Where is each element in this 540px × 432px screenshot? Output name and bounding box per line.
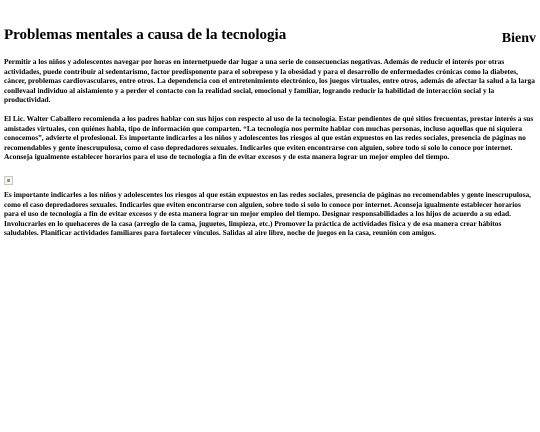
welcome-text: Bienv [501, 31, 536, 46]
article-title: Problemas mentales a causa de la tecnologia [4, 27, 287, 43]
article [0, 27, 540, 238]
broken-image-icon [4, 176, 13, 185]
article-image [4, 172, 536, 182]
article-paragraph-2: El Lic. Walter Caballero recomienda a los padres hablar con sus hijos con respecto al uso de la tecnología. Estar pendientes de qué sitios frecuentas, prestar interés a sus amistades virtuales, con quiénes habla, tipo de información que comparten. “La tecnología nos permite hablar con muchas personas, incluso aquellas que ni siquiera conocemos”, advierte el profesional. Es importante indicarles a los niños y adolescentes los riesgos al que están expuestos en las redes sociales, presencia de páginas no recomendables y gente inescrupulosa, como el caso depredadores sexuales. Indicarles que eviten encontrarse con alguien, sobre todo si solo lo conoce por internet. Aconseja igualmente establecer horarios para el uso de tecnología a fin de evitar excesos y de esta manera lograr un mejor empleo del tiempo. [4, 113, 534, 162]
article-paragraph-3: Es importante indicarles a los niños y adolescentes los riesgos al que están expuestos en las redes sociales, presencia de páginas no recomendables y gente inescrupulosa, como el caso depredadores sexuales. Indicarles que eviten encontrarse con alguien, sobre todo si solo lo conoce por internet. Aconseja igualmente establecer horarios para el uso de tecnología a fin de evitar excesos y de esta manera lograr un mejor empleo del tiempo. Designar responsabilidades a los hijos de acuerdo a su edad. Involucrarles en lo quehaceres de la casa (arreglo de la cama, juguetes, limpieza, etc.) Promover la práctica de actividades física y de esa manera crear hábitos saludables. Planificar actividades familiares para fortalecer vínculos. Salidas al aire libre, noche de juegos en la casa, reunión con amigos. [4, 189, 532, 238]
article-paragraph-1: Permitir a los niños y adolescentes navegar por horas en internetpuede dar lugar a una serie de consecuencias negativas. Además de reducir el interés por otras actividades, puede contribuir al sedentarismo, factor predisponente para el sobrepeso y la obesidad y para el desarrollo de enfermedades crónicas como la diabetes, cáncer, problemas cardiovasculares, entre otros. La dependencia con el entretenimiento electrónico, los juegos virtuales, entre otros, además de afectar la salud a la larga conllevaal individuo al aislamiento y a perder el contacto con la realidad social, emocional y familiar, logrando reducir la habilidad de interacción social y la productividad. [4, 57, 535, 105]
